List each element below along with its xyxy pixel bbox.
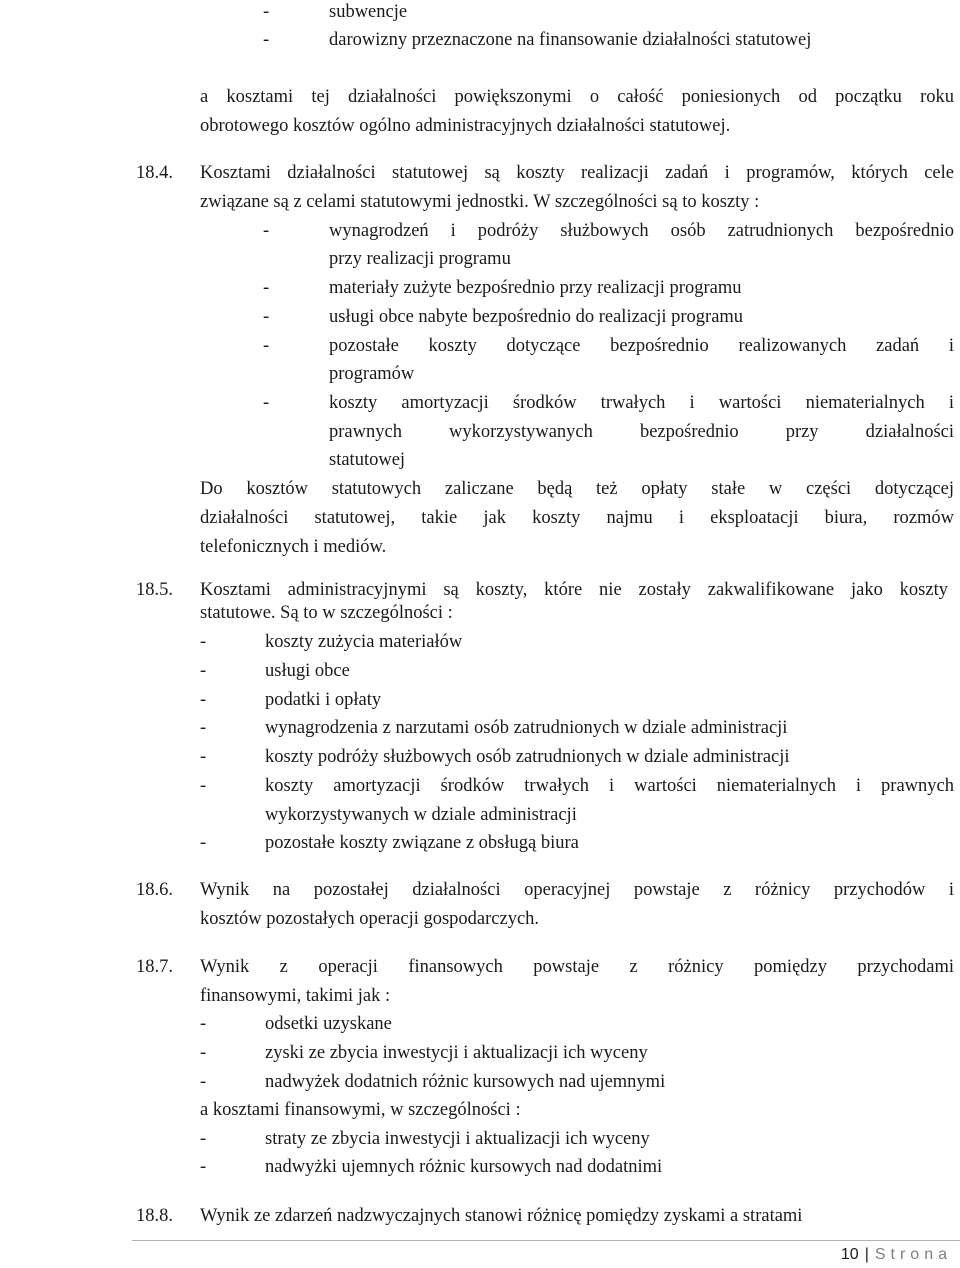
page-label: Strona bbox=[874, 1246, 952, 1263]
list-dash: - bbox=[263, 307, 270, 327]
list-item: wynagrodzenia z narzutami osób zatrudnionych w dziale administracji bbox=[265, 718, 788, 738]
list-item: odsetki uzyskane bbox=[265, 1014, 392, 1034]
list-item: koszty podróży służbowych osób zatrudnionych w dziale administracji bbox=[265, 747, 790, 767]
list-dash: - bbox=[200, 690, 207, 710]
list-dash: - bbox=[263, 393, 270, 413]
paragraph-line: obrotowego kosztów ogólno administracyjnych działalności statutowej. bbox=[200, 116, 731, 136]
paragraph-line: Wynik na pozostałej działalności operacyjnej powstaje z różnicy przychodów i bbox=[200, 880, 954, 900]
list-item: podatki i opłaty bbox=[265, 690, 382, 710]
list-item: straty ze zbycia inwestycji i aktualizacji ich wyceny bbox=[265, 1129, 650, 1149]
list-dash: - bbox=[263, 278, 270, 298]
list-dash: - bbox=[263, 221, 270, 241]
paragraph-line: Do kosztów statutowych zaliczane będą też opłaty stałe w części dotyczącej bbox=[200, 479, 954, 499]
paragraph-line: telefonicznych i mediów. bbox=[200, 537, 387, 557]
page-number: 10 bbox=[840, 1246, 859, 1263]
list-dash: - bbox=[263, 336, 270, 356]
footer-divider bbox=[132, 1240, 960, 1241]
list-item-continuation: statutowej bbox=[329, 450, 406, 470]
paragraph-line: finansowymi, takimi jak : bbox=[200, 986, 391, 1006]
section-number: 18.5. bbox=[136, 580, 173, 600]
paragraph-line: związane są z celami statutowymi jednostki. W szczególności są to koszty : bbox=[200, 192, 760, 212]
paragraph-line: Kosztami działalności statutowej są koszty realizacji zadań i programów, których cele bbox=[200, 163, 954, 183]
list-dash: - bbox=[263, 30, 270, 50]
list-item: nadwyżek dodatnich różnic kursowych nad ujemnymi bbox=[265, 1072, 666, 1092]
list-item-continuation: wykorzystywanych w dziale administracji bbox=[265, 805, 577, 825]
list-item: zyski ze zbycia inwestycji i aktualizacji ich wyceny bbox=[265, 1043, 648, 1063]
list-item: koszty zużycia materiałów bbox=[265, 632, 463, 652]
paragraph-line: kosztów pozostałych operacji gospodarczych. bbox=[200, 909, 540, 929]
list-item-continuation: programów bbox=[329, 364, 415, 384]
list-dash: - bbox=[200, 1129, 207, 1149]
list-item: darowizny przeznaczone na finansowanie działalności statutowej bbox=[329, 30, 812, 50]
footer-separator: | bbox=[864, 1246, 869, 1263]
paragraph-line: Wynik ze zdarzeń nadzwyczajnych stanowi różnicę pomiędzy zyskami a stratami bbox=[200, 1206, 803, 1226]
paragraph-line: działalności statutowej, takie jak koszty najmu i eksploatacji biura, rozmów bbox=[200, 508, 954, 528]
page-footer bbox=[841, 1247, 952, 1263]
list-dash: - bbox=[200, 661, 207, 681]
list-item: materiały zużyte bezpośrednio przy realizacji programu bbox=[329, 278, 742, 298]
list-dash: - bbox=[200, 776, 207, 796]
section-number: 18.6. bbox=[136, 880, 173, 900]
list-item: usługi obce bbox=[265, 661, 350, 681]
list-item-continuation: prawnych wykorzystywanych bezpośrednio przy działalności bbox=[329, 422, 954, 442]
paragraph-line: a kosztami finansowymi, w szczególności : bbox=[200, 1100, 521, 1120]
list-item: koszty amortyzacji środków trwałych i wartości niematerialnych i prawnych bbox=[265, 776, 954, 796]
list-item: nadwyżki ujemnych różnic kursowych nad dodatnimi bbox=[265, 1157, 663, 1177]
list-item: subwencje bbox=[329, 2, 408, 22]
list-item-continuation: przy realizacji programu bbox=[329, 249, 511, 269]
paragraph-line: Wynik z operacji finansowych powstaje z różnicy pomiędzy przychodami bbox=[200, 957, 954, 977]
list-dash: - bbox=[200, 1072, 207, 1092]
list-dash: - bbox=[200, 718, 207, 738]
section-number: 18.7. bbox=[136, 957, 173, 977]
list-dash: - bbox=[200, 1043, 207, 1063]
list-item: pozostałe koszty związane z obsługą biura bbox=[265, 833, 579, 853]
list-item: wynagrodzeń i podróży służbowych osób zatrudnionych bezpośrednio bbox=[329, 221, 954, 241]
list-item: koszty amortyzacji środków trwałych i wartości niematerialnych i bbox=[329, 393, 954, 413]
list-dash: - bbox=[200, 1014, 207, 1034]
list-dash: - bbox=[200, 747, 207, 767]
list-dash: - bbox=[200, 1157, 207, 1177]
paragraph-line: Kosztami administracyjnymi są koszty, które nie zostały zakwalifikowane jako koszty bbox=[200, 580, 948, 600]
list-dash: - bbox=[263, 2, 270, 22]
paragraph-line: a kosztami tej działalności powiększonymi o całość poniesionych od początku roku bbox=[200, 87, 954, 107]
section-number: 18.4. bbox=[136, 163, 173, 183]
list-dash: - bbox=[200, 632, 207, 652]
list-item: usługi obce nabyte bezpośrednio do realizacji programu bbox=[329, 307, 744, 327]
list-dash: - bbox=[200, 833, 207, 853]
section-number: 18.8. bbox=[136, 1206, 173, 1226]
list-item: pozostałe koszty dotyczące bezpośrednio realizowanych zadań i bbox=[329, 336, 954, 356]
paragraph-line: statutowe. Są to w szczególności : bbox=[200, 603, 453, 623]
